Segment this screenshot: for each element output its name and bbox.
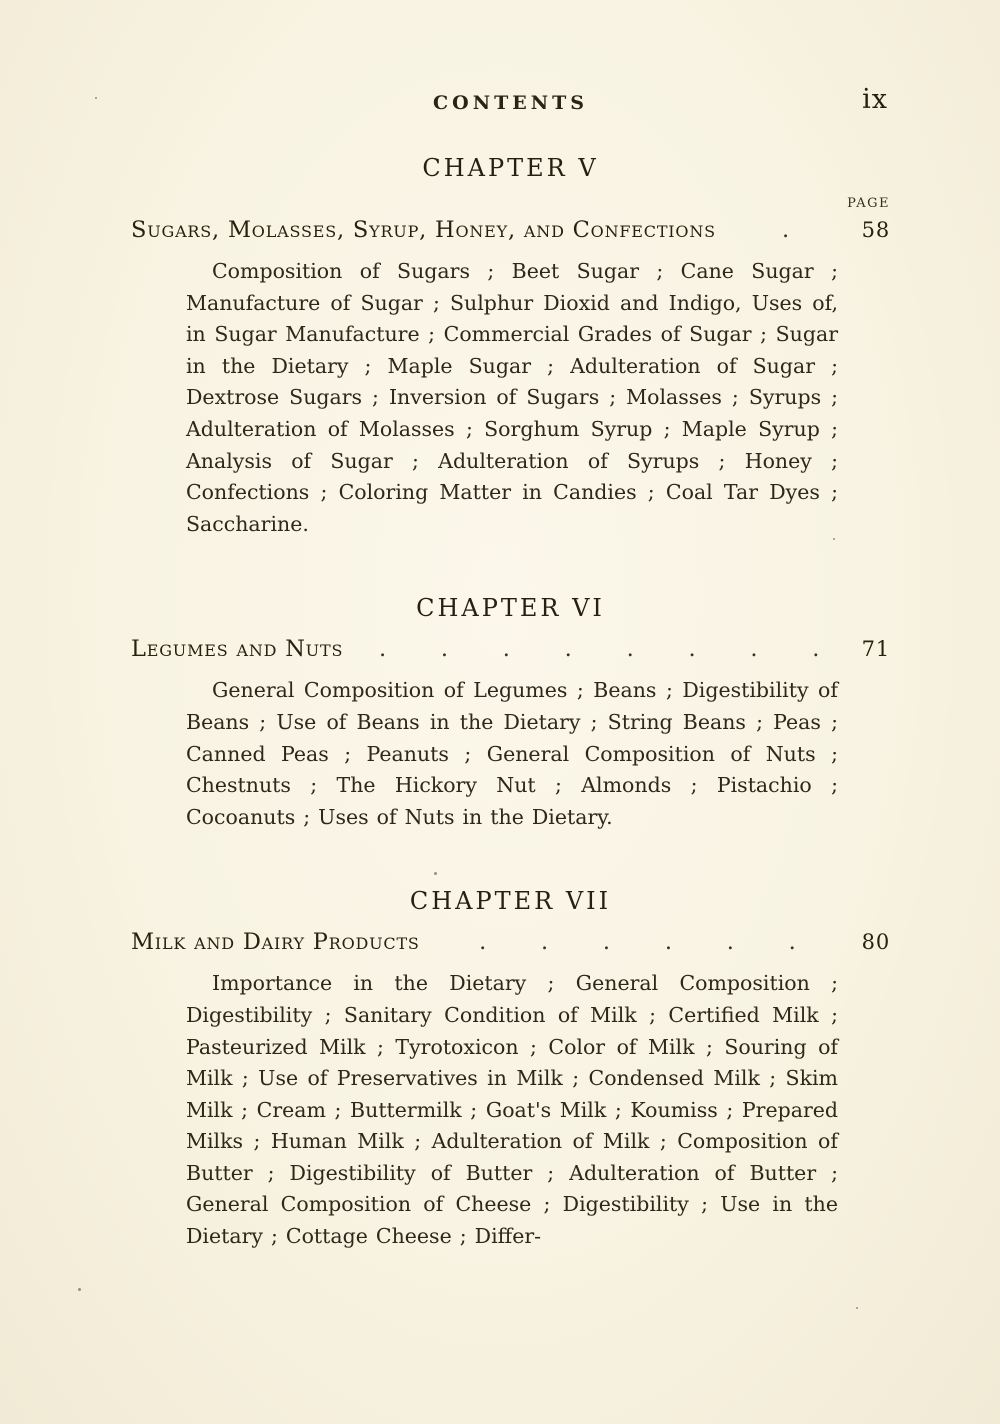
toc-entry <box>131 636 890 662</box>
paper-speck <box>434 872 437 875</box>
toc-entry-title: Milk and Dairy Products <box>131 929 420 956</box>
paper-speck <box>95 97 97 99</box>
folio-page-number: ix <box>862 84 888 115</box>
chapter-v-section <box>131 154 890 540</box>
toc-dot-leader: . . . . . . . . <box>378 636 821 663</box>
toc-page-number: 71 <box>861 637 890 662</box>
paper-speck <box>856 1307 858 1309</box>
page-column-label: PAGE <box>847 196 890 211</box>
toc-dot-leader: . . . . . . <box>479 929 797 956</box>
chapter-summary: General Composition of Legumes ; Beans ; Digestibility of Beans ; Use of Beans in the Dietary ; String Beans ; Peas ; Canned Peas ; Peanuts ; General Composition of Nuts ; Chestnuts ; The Hickory Nut ; Almonds ; Pistachio ; Cocoanuts ; Uses of Nuts in the Dietary. <box>186 678 838 829</box>
toc-entry-title: Sugars, Molasses, Syrup, Honey, and Confections <box>131 217 716 243</box>
toc-entry-title: Legumes and Nuts <box>131 636 344 663</box>
paper-speck <box>78 1288 81 1291</box>
contents-heading: CONTENTS <box>433 92 588 114</box>
chapter-summary: Composition of Sugars ; Beet Sugar ; Cane Sugar ; Manufacture of Sugar ; Sulphur Dioxid and Indigo, Uses of, in Sugar Manufacture ; Commercial Grades of Sugar ; Sugar in the Dietary ; Maple Sugar ; Adulteration of Sugar ; Dextrose Sugars ; Inversion of Sugars ; Molasses ; Syrups ; Adulteration of Molasses ; Sorghum Syrup ; Maple Syrup ; Analysis of Sugar ; Adulteration of Syrups ; Honey ; Confections ; Coloring Matter in Candies ; Coal Tar Dyes ; Saccharine. <box>186 259 838 536</box>
chapter-vi-section <box>131 594 890 833</box>
chapter-heading: CHAPTER V <box>422 154 599 182</box>
chapter-heading: CHAPTER VII <box>409 887 612 916</box>
chapter-vii-section <box>131 887 890 1252</box>
toc-dot-leader: . <box>781 217 790 243</box>
paper-speck <box>833 538 835 540</box>
page-header <box>131 84 890 115</box>
toc-entry <box>131 217 890 243</box>
toc-page-number: 80 <box>861 930 890 955</box>
chapter-heading: CHAPTER VI <box>416 594 605 623</box>
toc-page-number: 58 <box>861 218 890 242</box>
toc-entry <box>131 929 890 955</box>
chapter-summary: Importance in the Dietary ; General Composition ; Digestibility ; Sanitary Condition of Milk ; Certified Milk ; Pasteurized Milk ; Tyrotoxicon ; Color of Milk ; Souring of Milk ; Use of Preservatives in Milk ; Condensed Milk ; Skim Milk ; Cream ; Buttermilk ; Goat's Milk ; Koumiss ; Prepared Milks ; Human Milk ; Adulteration of Milk ; Composition of Butter ; Digestibility of Butter ; Adulteration of Butter ; General Composition of Cheese ; Digestibility ; Use in the Dietary ; Cottage Cheese ; Differ- <box>186 971 838 1249</box>
